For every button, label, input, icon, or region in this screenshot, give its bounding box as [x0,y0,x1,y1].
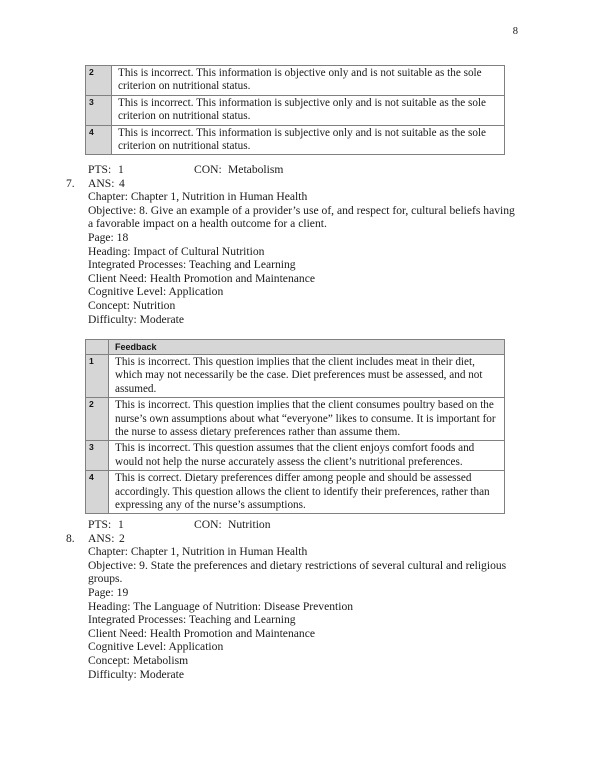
pts-value: 1 [118,518,124,531]
pts-label: PTS: [88,163,112,176]
pts-con-line [88,163,520,177]
detail-chapter: Chapter: Chapter 1, Nutrition in Human Health [88,190,308,204]
ans-label: ANS: [88,176,115,190]
table-row [86,398,505,441]
con-value: Metabolism [228,163,284,176]
detail-page: Page: 18 [88,230,129,244]
detail-lines [88,190,520,326]
detail-difficulty: Difficulty: Moderate [88,667,185,681]
table-row [86,355,505,398]
detail-objective: Objective: 9. State the preferences and dietary restrictions of several cultural and religious groups. [88,558,507,586]
con-label: CON: [194,518,222,531]
detail-concept: Concept: Nutrition [88,298,176,312]
detail-concept: Concept: Metabolism [88,653,189,667]
detail-cognitive-level: Cognitive Level: Application [88,640,224,654]
feedback-text: This is incorrect. This information is objective only and is not suitable as the sole criterion on nutritional status. [112,66,505,96]
con-value: Nutrition [228,518,271,531]
pts-value: 1 [118,163,124,176]
detail-page: Page: 19 [88,585,129,599]
option-number: 2 [86,398,109,441]
answer-line [60,177,520,191]
detail-heading: Heading: Impact of Cultural Nutrition [88,244,265,258]
table-body [86,355,505,514]
option-number: 3 [86,95,112,125]
answer-line [60,532,520,546]
detail-chapter: Chapter: Chapter 1, Nutrition in Human Health [88,545,308,559]
table-row [86,125,505,155]
option-number: 3 [86,441,109,471]
feedback-table-question-6 [85,65,505,155]
ans-value: 2 [119,531,125,545]
feedback-text: This is correct. Dietary preferences differ among people and should be assessed accordingly. This question allows the client to identify their preferences, rather than expressing any of the nurse’s assumptions. [109,471,505,514]
detail-integrated-processes: Integrated Processes: Teaching and Learning [88,258,296,272]
pts-label: PTS: [88,518,112,531]
question-block-8 [60,518,520,681]
detail-objective: Objective: 8. Give an example of a provider’s use of, and respect for, cultural beliefs having a favorable impact on a health outcome for a client. [88,203,515,231]
feedback-text: This is incorrect. This information is subjective only and is not suitable as the sole criterion on nutritional status. [112,95,505,125]
option-number: 4 [86,125,112,155]
table-body [86,66,505,155]
table-row [86,66,505,96]
detail-difficulty: Difficulty: Moderate [88,312,185,326]
detail-cognitive-level: Cognitive Level: Application [88,285,224,299]
ans-value: 4 [119,176,125,190]
option-number: 2 [86,66,112,96]
detail-heading: Heading: The Language of Nutrition: Disease Prevention [88,599,354,613]
option-number: 4 [86,471,109,514]
table-row [86,471,505,514]
detail-client-need: Client Need: Health Promotion and Maintenance [88,626,315,640]
ans-label: ANS: [88,531,115,545]
feedback-text: This is incorrect. This information is subjective only and is not suitable as the sole criterion on nutritional status. [112,125,505,155]
con-label: CON: [194,163,222,176]
detail-lines [88,545,520,681]
option-number: 1 [86,355,109,398]
page-number: 8 [512,26,518,37]
question-index: 8. [66,531,75,545]
table-row [86,441,505,471]
pts-con-line [88,518,520,532]
table-header [86,340,505,355]
header-number-cell [86,340,109,355]
feedback-text: This is incorrect. This question implies that the client includes meat in their diet, which may not necessarily be the case. Diet preferences must be assessed, and not assumed. [109,355,505,398]
table-row [86,95,505,125]
feedback-text: This is incorrect. This question implies that the client consumes poultry based on the nurse’s own assumptions about what “everyone” likes to consume. It is important for the nurse to assess dietary preferences rather than assume them. [109,398,505,441]
question-block-7 [60,163,520,326]
feedback-table-question-7 [85,339,505,514]
header-feedback-label: Feedback [109,340,505,355]
question-index: 7. [66,176,75,190]
table-header-row [86,340,505,355]
feedback-text: This is incorrect. This question assumes that the client enjoys comfort foods and would not help the nurse accurately assess the client’s nutritional preferences. [109,441,505,471]
detail-integrated-processes: Integrated Processes: Teaching and Learning [88,613,296,627]
detail-client-need: Client Need: Health Promotion and Maintenance [88,271,315,285]
